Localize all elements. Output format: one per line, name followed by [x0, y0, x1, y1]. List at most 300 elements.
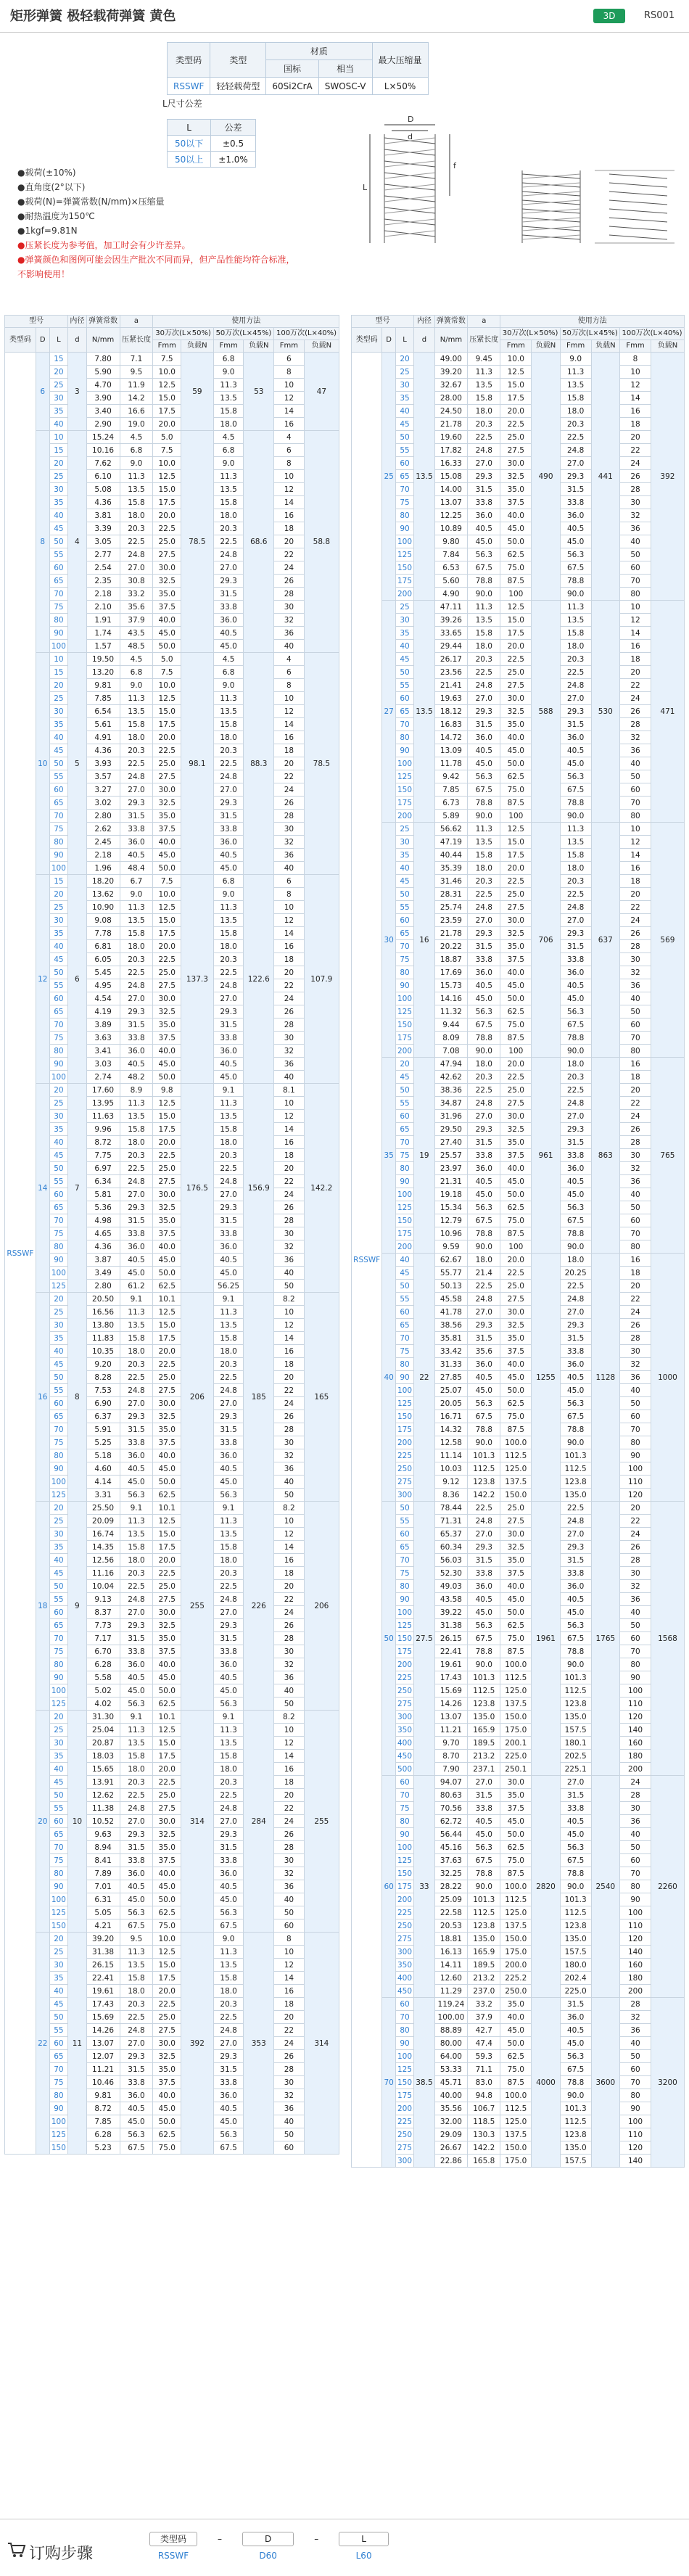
solid-length-cell: 40.5 [120, 849, 153, 862]
tol-row-t: ±0.5 [211, 136, 256, 152]
length-cell: 90 [395, 744, 413, 757]
spring-constant-cell: 3.81 [86, 509, 120, 522]
load100-cell: 255 [304, 1711, 339, 1933]
f100-cell: 22 [620, 1293, 651, 1306]
3d-model-button[interactable]: 3D [593, 9, 625, 23]
f50-cell: 31.5 [213, 2063, 244, 2076]
f50-cell: 135.0 [560, 1933, 591, 1946]
table-row [352, 1071, 685, 1084]
f30-cell: 40.0 [153, 1240, 181, 1254]
f50-cell: 11.3 [560, 823, 591, 836]
length-cell: 20 [49, 457, 68, 470]
th-u50: 50万次(L×45%) [213, 328, 273, 340]
f30-cell: 62.5 [153, 1698, 181, 1711]
f50-cell: 40.5 [560, 522, 591, 535]
solid-length-cell: 31.5 [468, 483, 500, 496]
length-cell: 65 [49, 1619, 68, 1632]
spring-constant-cell: 16.13 [434, 1946, 467, 1959]
f100-cell: 30 [620, 1345, 651, 1358]
f100-cell: 12 [620, 836, 651, 849]
spring-constant-cell: 22.41 [86, 1972, 120, 1985]
f100-cell: 10 [274, 1306, 305, 1319]
spring-constant-cell: 9.81 [86, 679, 120, 692]
length-cell: 80 [49, 1045, 68, 1058]
f30-cell: 62.5 [500, 1841, 532, 1854]
table-row [352, 783, 685, 797]
solid-length-cell: 56.3 [468, 770, 500, 783]
f100-cell: 10 [274, 379, 305, 392]
table-row [352, 522, 685, 535]
th-u50: 50万次(L×45%) [560, 328, 619, 340]
f50-cell: 18.0 [213, 1136, 244, 1149]
solid-length-cell: 27.0 [120, 1815, 153, 1828]
f50-cell: 29.3 [560, 1541, 591, 1554]
spring-constant-cell: 5.91 [86, 1423, 120, 1436]
spring-constant-cell: 5.61 [86, 718, 120, 731]
table-row [352, 1554, 685, 1567]
length-cell: 35 [49, 1972, 68, 1985]
spring-constant-cell: 3.89 [86, 1019, 120, 1032]
f100-cell: 22 [274, 1802, 305, 1815]
spring-constant-cell: 39.20 [434, 366, 467, 379]
length-cell: 175 [395, 1032, 413, 1045]
f100-cell: 32 [274, 1045, 305, 1058]
table-row [5, 1815, 339, 1828]
table-row [352, 1724, 685, 1737]
table-row [352, 353, 685, 366]
spring-constant-cell: 15.69 [86, 2011, 120, 2024]
spring-constant-cell: 19.50 [86, 653, 120, 666]
th-u100: 100万次(L×40%) [620, 328, 685, 340]
solid-length-cell: 94.8 [468, 2089, 500, 2102]
solid-length-cell: 45.0 [120, 2115, 153, 2128]
load50-cell: 2540 [591, 1776, 620, 1998]
solid-length-cell: 123.8 [468, 1919, 500, 1933]
solid-length-cell: 20.3 [468, 1071, 500, 1084]
f50-cell: 157.5 [560, 1724, 591, 1737]
table-row [5, 1110, 339, 1123]
spring-constant-cell: 13.07 [86, 2037, 120, 2050]
f30-cell: 10.1 [153, 1711, 181, 1724]
table-row [352, 1045, 685, 1058]
length-cell: 55 [49, 1593, 68, 1606]
solid-length-cell: 22.5 [120, 1162, 153, 1175]
solid-length-cell: 4.5 [120, 431, 153, 444]
f30-cell: 20.0 [153, 940, 181, 953]
th-type-code: 类型码 [5, 328, 36, 353]
f100-cell: 28 [620, 1554, 651, 1567]
solid-length-cell: 33.2 [120, 588, 153, 601]
page-header [0, 0, 689, 33]
length-cell: 65 [395, 1123, 413, 1136]
f50-cell: 40.5 [213, 1254, 244, 1267]
solid-length-cell: 15.8 [120, 496, 153, 509]
table-row [5, 901, 339, 914]
spring-constant-cell: 15.73 [434, 979, 467, 992]
f100-cell: 18 [620, 875, 651, 888]
f100-cell: 16 [620, 405, 651, 418]
f50-cell: 22.5 [560, 888, 591, 901]
solid-length-cell: 31.5 [468, 1789, 500, 1802]
spring-constant-cell: 9.63 [86, 1828, 120, 1841]
solid-length-cell: 11.3 [468, 823, 500, 836]
f50-cell: 36.0 [560, 509, 591, 522]
th-unit: N/mm [434, 328, 467, 353]
load100-cell: 392 [651, 353, 684, 601]
tol-row-l: 50以上 [168, 152, 211, 168]
f100-cell: 18 [274, 1776, 305, 1789]
spring-constant-cell: 47.94 [434, 1058, 467, 1071]
solid-length-cell: 123.8 [468, 1698, 500, 1711]
solid-length-cell: 27.0 [120, 1188, 153, 1201]
f30-cell: 87.5 [500, 1423, 532, 1436]
table-row [352, 1959, 685, 1972]
spring-constant-cell: 7.90 [434, 1763, 467, 1776]
spring-constant-cell: 4.90 [434, 588, 467, 601]
solid-length-cell: 33.8 [120, 1227, 153, 1240]
length-cell: 175 [395, 1645, 413, 1658]
length-cell: 45 [49, 522, 68, 535]
f30-cell: 50.0 [500, 757, 532, 770]
table-row [352, 836, 685, 849]
solid-length-cell: 19.0 [120, 418, 153, 431]
table-row [5, 561, 339, 575]
solid-length-cell: 29.3 [120, 1410, 153, 1423]
spring-constant-cell: 13.62 [86, 888, 120, 901]
f100-cell: 90 [620, 1893, 651, 1906]
spring-constant-cell: 43.58 [434, 1593, 467, 1606]
table-row [5, 1906, 339, 1919]
table-row [5, 588, 339, 601]
solid-length-cell: 9.45 [468, 353, 500, 366]
f50-cell: 31.5 [560, 940, 591, 953]
th-load: 负载N [181, 340, 214, 353]
f30-cell: 35.0 [153, 810, 181, 823]
length-cell: 40 [49, 418, 68, 431]
solid-length-cell: 213.2 [468, 1972, 500, 1985]
f100-cell: 50 [620, 2050, 651, 2063]
length-cell: 30 [49, 1528, 68, 1541]
table-row [352, 614, 685, 627]
f100-cell: 40 [620, 992, 651, 1005]
table-row [5, 1489, 339, 1502]
length-cell: 50 [49, 966, 68, 979]
table-row [5, 1619, 339, 1632]
f100-cell: 32 [620, 731, 651, 744]
f30-cell: 17.5 [153, 1541, 181, 1554]
f30-cell: 50.0 [500, 1384, 532, 1397]
f100-cell: 110 [620, 2128, 651, 2141]
f30-cell: 25.0 [153, 1371, 181, 1384]
length-cell: 175 [395, 1227, 413, 1240]
f50-cell: 67.5 [560, 1854, 591, 1867]
table-row [5, 966, 339, 979]
spring-constant-cell: 10.89 [434, 522, 467, 535]
spring-constant-cell: 35.56 [434, 2102, 467, 2115]
f30-cell: 87.5 [500, 1032, 532, 1045]
f100-cell: 6 [274, 666, 305, 679]
f100-cell: 30 [620, 496, 651, 509]
table-row [5, 1593, 339, 1606]
th-a: a [468, 316, 500, 328]
f30-cell: 12.5 [153, 692, 181, 705]
f100-cell: 40 [274, 2115, 305, 2128]
f100-cell: 8 [274, 457, 305, 470]
length-cell: 35 [49, 1750, 68, 1763]
spring-constant-cell: 3.27 [86, 783, 120, 797]
solid-length-cell: 67.5 [120, 2141, 153, 2155]
table-row [5, 914, 339, 927]
f100-cell: 100 [620, 1462, 651, 1476]
f30-cell: 87.5 [500, 2076, 532, 2089]
length-cell: 60 [49, 2037, 68, 2050]
spring-constant-cell: 17.60 [86, 1084, 120, 1097]
f100-cell: 20 [620, 1502, 651, 1515]
table-row [352, 1776, 685, 1789]
table-row [5, 1306, 339, 1319]
f100-cell: 120 [620, 2141, 651, 2155]
spring-constant-cell: 27.85 [434, 1371, 467, 1384]
f50-cell: 31.5 [213, 588, 244, 601]
spring-constant-cell: 22.41 [434, 1645, 467, 1658]
f100-cell: 32 [274, 836, 305, 849]
f50-cell: 45.0 [213, 2115, 244, 2128]
length-cell: 25 [49, 1306, 68, 1319]
f100-cell: 18 [620, 1267, 651, 1280]
table-row [5, 1580, 339, 1593]
f100-cell: 26 [620, 1319, 651, 1332]
load50-cell: 284 [244, 1711, 274, 1933]
f30-cell: 15.0 [500, 836, 532, 849]
inner-diameter-cell: 27.5 [414, 1502, 435, 1776]
table-row [352, 1998, 685, 2011]
f50-cell: 78.8 [560, 1227, 591, 1240]
f30-cell: 40.0 [500, 966, 532, 979]
f50-cell: 202.5 [560, 1750, 591, 1763]
f50-cell: 67.5 [560, 1410, 591, 1423]
table-row [5, 757, 339, 770]
f100-cell: 36 [274, 849, 305, 862]
table-row [5, 1436, 339, 1449]
diameter-cell: 25 [382, 353, 396, 601]
f100-cell: 32 [620, 1162, 651, 1175]
f30-cell: 20.0 [153, 509, 181, 522]
f30-cell: 37.5 [153, 1032, 181, 1045]
solid-length-cell: 90.0 [468, 810, 500, 823]
inner-diameter-cell: 9 [68, 1502, 86, 1711]
f100-cell: 100 [620, 2115, 651, 2128]
f50-cell: 90.0 [560, 1436, 591, 1449]
table-row [5, 979, 339, 992]
length-cell: 90 [49, 2102, 68, 2115]
solid-length-cell: 78.8 [468, 797, 500, 810]
f50-cell: 22.5 [213, 757, 244, 770]
f30-cell: 17.5 [153, 405, 181, 418]
f100-cell: 28 [274, 1632, 305, 1645]
table-row [5, 405, 339, 418]
f30-cell: 30.0 [153, 1815, 181, 1828]
length-cell: 55 [395, 679, 413, 692]
spring-drawing [341, 109, 674, 261]
f30-cell: 27.5 [500, 1097, 532, 1110]
spring-constant-cell: 3.02 [86, 797, 120, 810]
solid-length-cell: 11.3 [120, 1097, 153, 1110]
order-col-type: 类型码 [149, 2532, 197, 2546]
spring-constant-cell: 8.72 [86, 1136, 120, 1149]
f50-cell: 101.3 [560, 1671, 591, 1684]
length-cell: 25 [49, 692, 68, 705]
tol-row-t: ±1.0% [211, 152, 256, 168]
table-row [5, 940, 339, 953]
spring-constant-cell: 5.90 [86, 366, 120, 379]
f100-cell: 16 [620, 640, 651, 653]
th-u100: 100万次(L×40%) [274, 328, 339, 340]
table-row [352, 1188, 685, 1201]
table-row [352, 940, 685, 953]
table-row [5, 1854, 339, 1867]
f50-cell: 112.5 [560, 1462, 591, 1476]
f100-cell: 16 [274, 1985, 305, 1998]
length-cell: 40 [49, 1985, 68, 1998]
f50-cell: 9.1 [213, 1502, 244, 1515]
solid-length-cell: 31.5 [120, 1632, 153, 1645]
solid-length-cell: 22.5 [120, 1371, 153, 1384]
spring-constant-cell: 37.63 [434, 1854, 467, 1867]
f50-cell: 40.5 [213, 1058, 244, 1071]
f100-cell: 8.1 [274, 1084, 305, 1097]
th-load: 负载N [591, 340, 620, 353]
f30-cell: 100 [500, 1240, 532, 1254]
table-row [5, 705, 339, 718]
length-cell: 20 [49, 1502, 68, 1515]
length-cell: 200 [395, 588, 413, 601]
length-cell: 25 [49, 1724, 68, 1737]
diameter-cell: 50 [382, 1502, 396, 1776]
solid-length-cell: 20.3 [120, 953, 153, 966]
spring-constant-cell: 7.85 [434, 783, 467, 797]
th-a1: 压紧长度 [120, 328, 153, 353]
table-row [352, 823, 685, 836]
f50-cell: 56.3 [560, 548, 591, 561]
solid-length-cell: 31.5 [468, 1136, 500, 1149]
solid-length-cell: 22.5 [468, 666, 500, 679]
f50-cell: 15.8 [560, 849, 591, 862]
spring-constant-cell: 26.15 [434, 1632, 467, 1645]
f30-cell: 37.5 [153, 1436, 181, 1449]
spring-constant-cell: 64.00 [434, 2050, 467, 2063]
table-row [352, 1528, 685, 1541]
table-row [352, 1345, 685, 1358]
solid-length-cell: 36.0 [120, 2089, 153, 2102]
f50-cell: 33.8 [213, 1227, 244, 1240]
f50-cell: 9.0 [213, 679, 244, 692]
f100-cell: 28 [274, 1841, 305, 1854]
solid-length-cell: 106.7 [468, 2102, 500, 2115]
spring-constant-cell: 5.08 [86, 483, 120, 496]
load50-cell: 863 [591, 1058, 620, 1254]
f30-cell: 10.0 [153, 457, 181, 470]
solid-length-cell: 31.5 [120, 1841, 153, 1854]
f100-cell: 18 [274, 1567, 305, 1580]
f50-cell: 33.8 [213, 1854, 244, 1867]
f30-cell: 50.0 [153, 862, 181, 875]
solid-length-cell: 36.0 [120, 1045, 153, 1058]
spring-constant-cell: 38.36 [434, 1084, 467, 1097]
solid-length-cell: 112.5 [468, 1684, 500, 1698]
f30-cell: 87.5 [500, 1645, 532, 1658]
length-cell: 300 [395, 1711, 413, 1724]
solid-length-cell: 6.7 [120, 875, 153, 888]
diameter-cell: 30 [382, 823, 396, 1058]
spring-constant-cell: 7.78 [86, 927, 120, 940]
spring-constant-cell: 10.52 [86, 1815, 120, 1828]
type-code-cell: RSSWF [5, 353, 36, 2155]
table-row [352, 640, 685, 653]
f30-cell: 37.5 [153, 1227, 181, 1240]
f30-cell: 50.0 [153, 2115, 181, 2128]
solid-length-cell: 56.3 [120, 1906, 153, 1919]
f50-cell: 15.8 [213, 405, 244, 418]
length-cell: 70 [49, 2063, 68, 2076]
f50-cell: 9.0 [213, 457, 244, 470]
f50-cell: 45.0 [213, 640, 244, 653]
f50-cell: 78.8 [560, 1032, 591, 1045]
f100-cell: 10 [620, 366, 651, 379]
length-cell: 125 [395, 548, 413, 561]
f30-cell: 75.0 [500, 561, 532, 575]
f50-cell: 27.0 [213, 992, 244, 1005]
f30-cell: 50.0 [153, 1071, 181, 1084]
table-row [352, 1162, 685, 1175]
spring-constant-cell: 1.91 [86, 614, 120, 627]
length-cell: 25 [49, 1097, 68, 1110]
solid-length-cell: 45.0 [120, 1684, 153, 1698]
f50-cell: 56.3 [213, 1489, 244, 1502]
f30-cell: 45.0 [500, 522, 532, 535]
solid-length-cell: 27.0 [468, 1110, 500, 1123]
f30-cell: 75.0 [500, 2063, 532, 2076]
f30-cell: 100.0 [500, 1658, 532, 1671]
f100-cell: 14 [274, 1123, 305, 1136]
solid-length-cell: 31.5 [120, 810, 153, 823]
length-cell: 300 [395, 2155, 413, 2168]
spec-max: L×50% [372, 78, 428, 95]
f50-cell: 36.0 [560, 966, 591, 979]
f100-cell: 12 [274, 705, 305, 718]
load30-cell: 490 [532, 353, 561, 601]
length-cell: 125 [49, 1280, 68, 1293]
length-cell: 30 [49, 914, 68, 927]
f50-cell: 18.0 [560, 640, 591, 653]
f50-cell: 27.0 [213, 2037, 244, 2050]
f100-cell: 12 [274, 483, 305, 496]
table-row [5, 535, 339, 548]
solid-length-cell: 16.6 [120, 405, 153, 418]
length-cell: 50 [49, 1371, 68, 1384]
f30-cell: 30.0 [500, 914, 532, 927]
spring-constant-cell: 119.24 [434, 1998, 467, 2011]
f30-cell: 35.0 [500, 1332, 532, 1345]
f100-cell: 36 [620, 2024, 651, 2037]
spring-constant-cell: 11.29 [434, 1985, 467, 1998]
solid-length-cell: 90.0 [468, 1880, 500, 1893]
spring-constant-cell: 2.10 [86, 601, 120, 614]
spring-constant-cell: 7.85 [86, 692, 120, 705]
f30-cell: 25.0 [500, 431, 532, 444]
f30-cell: 12.5 [153, 1097, 181, 1110]
table-row [5, 1280, 339, 1293]
f100-cell: 26 [274, 797, 305, 810]
